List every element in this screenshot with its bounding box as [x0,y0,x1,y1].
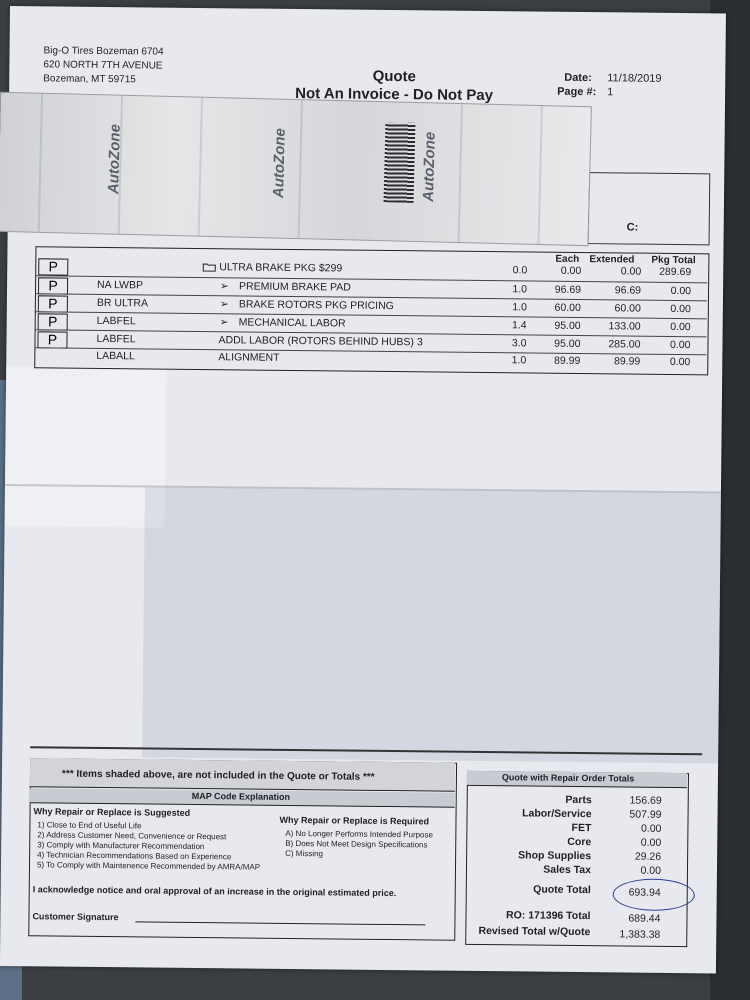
col-header-each: Each [555,253,580,265]
revised-total-label: Revised Total w/Quote [478,924,591,939]
row-pkg-total: 0.00 [669,338,691,352]
row-extended: 133.00 [608,320,641,333]
map-title: MAP Code Explanation [191,790,291,802]
col-header-extended: Extended [589,254,635,266]
row-qty: 1.4 [512,319,527,332]
receipt-crease [298,100,303,238]
c-label: C: [626,221,639,234]
row-each: 95.00 [554,319,581,332]
package-qty: 0.0 [512,264,528,277]
receipt-crease [458,104,463,242]
sunlight-patch [5,366,167,528]
required-item: A) No Longer Performs Intended Purpose [285,828,434,840]
page-value: 1 [607,86,614,99]
row-each: 96.69 [554,283,582,296]
arrow-icon: ➢ [219,298,229,311]
row-description: ALIGNMENT [218,351,280,364]
receipt-logo: AutoZone [105,123,124,195]
quote-document [0,6,726,973]
total-line-label: Parts [565,793,592,807]
folder-icon [202,262,216,275]
total-line-value: 0.00 [640,864,662,877]
row-flag: P [38,277,68,294]
row-description: BRAKE ROTORS PKG PRICING [238,298,394,313]
package-extended: 0.00 [620,265,642,278]
suggested-item: 1) Close to End of Useful Life [37,820,142,831]
barcode-icon [384,122,416,203]
totals-header: Quote with Repair Order Totals [501,772,635,784]
col-header-pkg-total: Pkg Total [651,254,696,267]
receipt-logo: AutoZone [420,131,439,202]
row-qty: 1.0 [512,301,527,314]
row-each: 60.00 [554,301,581,314]
row-extended: 89.99 [613,355,641,368]
row-qty: 1.0 [512,283,528,296]
total-line-label: Labor/Service [522,807,592,821]
receipt-overlay [0,92,592,246]
total-line-label: Shop Supplies [518,849,592,863]
signature-label: Customer Signature [32,911,119,923]
ro-total-label: RO: 171396 Total [506,909,591,923]
package-pkg-total: 289.69 [659,265,692,279]
row-each: 89.99 [553,354,581,367]
package-description: ULTRA BRAKE PKG $299 [219,261,343,275]
required-item: C) Missing [285,848,323,859]
required-title: Why Repair or Replace is Required [279,814,430,827]
date-value: 11/18/2019 [607,72,662,85]
row-code: LABFEL [96,332,136,346]
receipt-logo: AutoZone [270,127,289,199]
page-label: Page #: [557,85,597,99]
total-line-value: 0.00 [640,836,662,849]
shop-city: Bozeman, MT 59715 [43,73,136,86]
ro-total-value: 689.44 [628,912,661,925]
row-pkg-total: 0.00 [669,355,691,369]
quote-total-value: 693.94 [628,886,661,899]
suggested-title: Why Repair or Replace is Suggested [33,806,191,818]
date-label: Date: [564,71,592,85]
package-each: 0.00 [560,264,582,277]
handwritten-circle [613,878,695,911]
row-flag: P [38,258,68,275]
receipt-crease [38,94,43,232]
total-line-label: Sales Tax [543,863,592,877]
receipt-crease [198,98,203,236]
shop-street: 620 NORTH 7TH AVENUE [43,59,163,72]
doc-title: Quote [372,67,417,86]
row-extended: 96.69 [614,284,642,297]
row-description: PREMIUM BRAKE PAD [239,280,351,294]
suggested-item: 4) Technician Recommendations Based on Experience [37,850,232,862]
row-pkg-total: 0.00 [670,284,692,298]
total-line-label: FET [571,821,592,835]
row-qty: 1.0 [511,354,527,367]
row-description: ADDL LABOR (ROTORS BEHIND HUBS) 3 [218,334,423,349]
total-line-value: 507.99 [629,808,662,821]
acknowledge-text: I acknowledge notice and oral approval of an increase in the original estimated price. [32,884,397,899]
row-flag: P [38,295,68,312]
row-pkg-total: 0.00 [670,302,691,316]
row-flag: P [38,313,68,330]
required-item: B) Does Not Meet Design Specifications [285,838,428,850]
row-flag: P [37,331,67,348]
row-extended: 60.00 [614,302,641,315]
row-description: MECHANICAL LABOR [238,316,346,330]
row-pkg-total: 0.00 [670,320,691,334]
suggested-item: 5) To Comply with Maintenence Recommended by AMRA/MAP [36,860,261,872]
row-code: NA LWBP [97,278,144,292]
suggested-item: 3) Comply with Manufacturer Recommendation [37,840,205,852]
shaded-note: *** Items shaded above, are not included in the Quote or Totals *** [61,768,375,783]
shadow-patch [142,487,721,763]
row-code: LABALL [96,349,135,363]
row-qty: 3.0 [511,337,527,350]
total-line-value: 0.00 [640,822,662,835]
total-line-value: 29.26 [634,850,662,863]
receipt-crease [538,106,543,244]
row-each: 95.00 [554,337,581,350]
total-line-label: Core [567,835,592,849]
doc-subtitle: Not An Invoice - Do Not Pay [295,84,494,105]
quote-total-label: Quote Total [533,883,591,897]
revised-total-value: 1,383.38 [619,928,661,941]
customer-info-box [588,172,711,245]
row-code: LABFEL [96,314,136,328]
row-extended: 285.00 [608,338,641,351]
row-code: BR ULTRA [96,296,149,310]
shop-name: Big-O Tires Bozeman 6704 [43,45,164,58]
total-line-value: 156.69 [629,794,662,807]
arrow-icon: ➢ [219,316,229,329]
arrow-icon: ➢ [220,280,229,293]
suggested-item: 2) Address Customer Need, Convenience or Request [37,830,227,842]
